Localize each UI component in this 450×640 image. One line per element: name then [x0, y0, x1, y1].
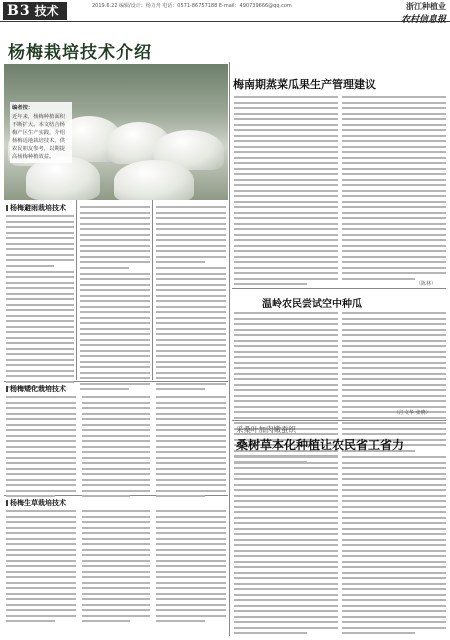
- greenhouse-dome: [114, 160, 194, 200]
- paper-name: [401, 1, 446, 25]
- section-code: B3: [7, 3, 31, 19]
- subhead-rain-shelter: 杨梅避雨栽培技术: [6, 203, 66, 213]
- editor-note: [10, 102, 72, 163]
- section-name: 技术: [34, 4, 59, 18]
- subhead-dwarfing: 杨梅矮化栽培技术: [6, 384, 66, 394]
- masthead: [0, 0, 450, 25]
- headline-mulberry: 桑树草本化种植让农民省工省力: [236, 438, 405, 452]
- article-column: [6, 215, 74, 392]
- article-column: [80, 206, 150, 394]
- article-column: [342, 96, 446, 283]
- editor-note-text: 近年来，杨梅种植面积不断扩大。本文结合杨梅产区生产实践，介绍杨梅适地栽培技术，供农民朋友参考，以期提高杨梅种植效益。: [12, 114, 65, 160]
- main-headline: 杨梅栽培技术介绍: [8, 43, 152, 63]
- headline-greenhouse-advice: 梅南期蒸菜瓜果生产管理建议: [233, 78, 376, 91]
- article-column: [342, 456, 446, 638]
- headline-air-melon: 温岭农民尝试空中种瓜: [262, 299, 362, 310]
- article-column: [82, 396, 150, 501]
- column-divider: [229, 62, 230, 636]
- column-divider: [152, 200, 153, 380]
- paper-name-line2: 农村信息报: [400, 15, 446, 25]
- section-badge: [3, 2, 67, 20]
- article-column: [156, 396, 226, 501]
- article-column: [156, 206, 226, 394]
- article-column: [6, 396, 76, 501]
- byline: （江文华 张晓）: [394, 410, 431, 416]
- article-column: [342, 312, 446, 455]
- editor-note-label: 编者按：: [12, 105, 34, 111]
- paper-name-line1: 浙江种植业: [406, 2, 446, 11]
- article-column: [234, 96, 338, 289]
- article-column: [156, 510, 226, 626]
- article-column: [234, 456, 338, 638]
- column-divider: [76, 200, 77, 380]
- byline: （陈林）: [416, 281, 437, 287]
- kicker: 采桑叶加肉嫩蚕织: [236, 425, 296, 434]
- article-column: [82, 510, 150, 626]
- article-column: [6, 510, 76, 626]
- issue-meta: 2019.6.22 编辑/设计：杨力舟 电话：0571-86757188 E-mail：490739666@qq.com: [92, 3, 292, 9]
- subhead-grass-cover: 杨梅生草栽培技术: [6, 498, 66, 508]
